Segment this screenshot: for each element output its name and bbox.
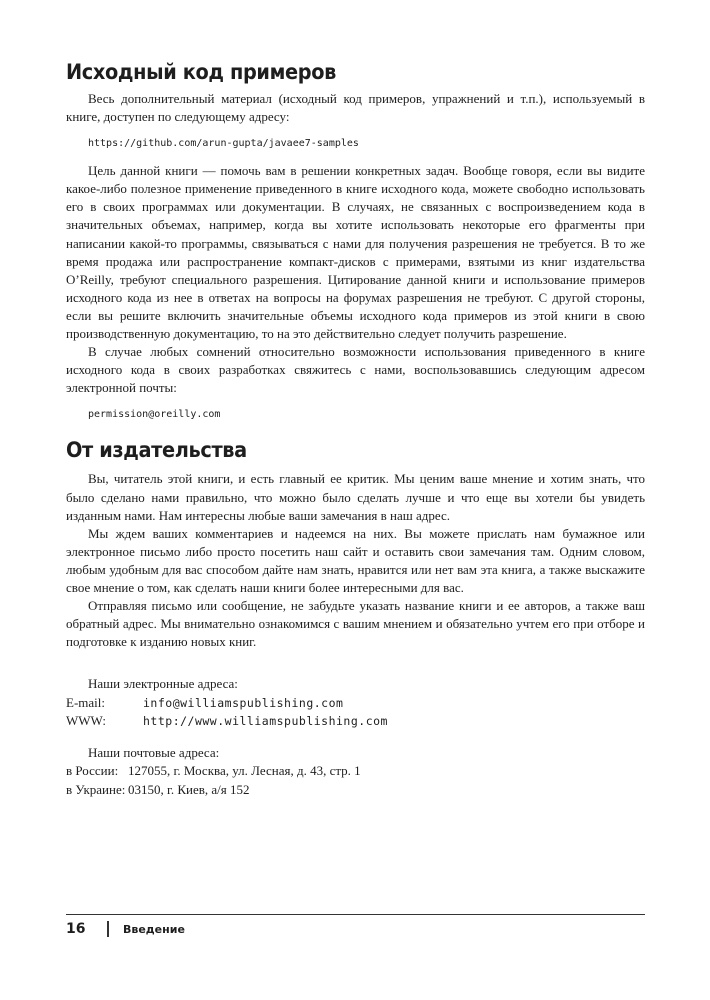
footer-separator: [107, 921, 109, 937]
paragraph: Отправляя письмо или сообщение, не забудьте указать название книги и ее авторов, а также ваш обратный адрес. Мы внимательно ознакомимся с вашим мнением и обязательно учтем его при отборе и подготовке к изданию новых книг.: [66, 598, 645, 650]
www-label: WWW:: [66, 713, 106, 729]
page-footer: [66, 919, 185, 939]
postal-addresses-heading: Наши почтовые адреса:: [88, 744, 220, 760]
code-url: https://github.com/arun-gupta/javaee7-samples: [88, 138, 359, 150]
email-value: info@williamspublishing.com: [143, 695, 344, 710]
paragraph: Мы ждем ваших комментариев и надеемся на них. Вы можете прислать нам бумажное или электронное письмо либо просто посетить наш сайт и оставить свои замечания там. Одним словом, любым удобным для вас способом дайте нам знать, нравится или нет вам эта книга, а также выскажите свое мнение о том, как сделать наши книги более интересными для вас.: [66, 525, 645, 595]
paragraph: В случае любых сомнений относительно возможности использования приведенного в книге исходного кода в своих разработках свяжитесь с нами, воспользовавшись следующим адресом электронной почты:: [66, 344, 645, 396]
ukraine-address: 03150, г. Киев, а/я 152: [128, 781, 250, 797]
page-number: 16: [66, 921, 86, 937]
russia-address: 127055, г. Москва, ул. Лесная, д. 43, стр. 1: [128, 763, 361, 779]
page-content: [66, 60, 645, 799]
www-value: http://www.williamspublishing.com: [143, 714, 388, 729]
section-heading-examples: Исходный код примеров: [66, 60, 336, 84]
ukraine-label: в Украине:: [66, 781, 126, 797]
paragraph: Вы, читатель этой книги, и есть главный ее критик. Мы ценим ваше мнение и хотим знать, что было сделано нами правильно, что можно было сделать лучше и что еще вы хотели бы увидеть изданным нами. Нам интересны любые ваши замечания в наш адрес.: [66, 471, 645, 523]
email-row: [66, 694, 645, 713]
footer-rule: [66, 914, 645, 915]
email-label: E-mail:: [66, 694, 105, 710]
code-email: permission@oreilly.com: [88, 409, 221, 421]
paragraph: Цель данной книги — помочь вам в решении конкретных задач. Вообще говоря, если вы видите какое-либо полезное применение приведенного в книге исходного кода, можете свободно использовать его в своих программах или документации. В случаях, не связанных с воспроизведением кода в значительных объемах, например, когда вы хотите использовать некоторые его фрагменты при написании какой-то программы, связываться с нами для получения разрешения не требуется. В то же время продажа или распространение компакт-дисков с примерами, взятыми из книг издательства O’Reilly, требуют специального разрешения. Цитирование данной книги и использование примеров исходного кода из нее в ответах на вопросы на форумах разрешения не требуют. С другой стороны, если вы решите включить значительные объемы исходного кода примеров из этой книги в свою производственную документацию, то на это действительно следует получить разрешение.: [66, 163, 645, 342]
paragraph: Весь дополнительный материал (исходный код примеров, упражнений и т.п.), используемый в книге, доступен по следующему адресу:: [66, 91, 645, 125]
electronic-addresses-heading: Наши электронные адреса:: [88, 676, 238, 692]
running-section-title: Введение: [122, 922, 185, 936]
ukraine-row: [66, 781, 645, 800]
www-row: [66, 712, 645, 731]
russia-label: в России:: [66, 763, 119, 779]
section-heading-publisher: От издательства: [66, 438, 247, 463]
russia-row: [66, 762, 645, 781]
